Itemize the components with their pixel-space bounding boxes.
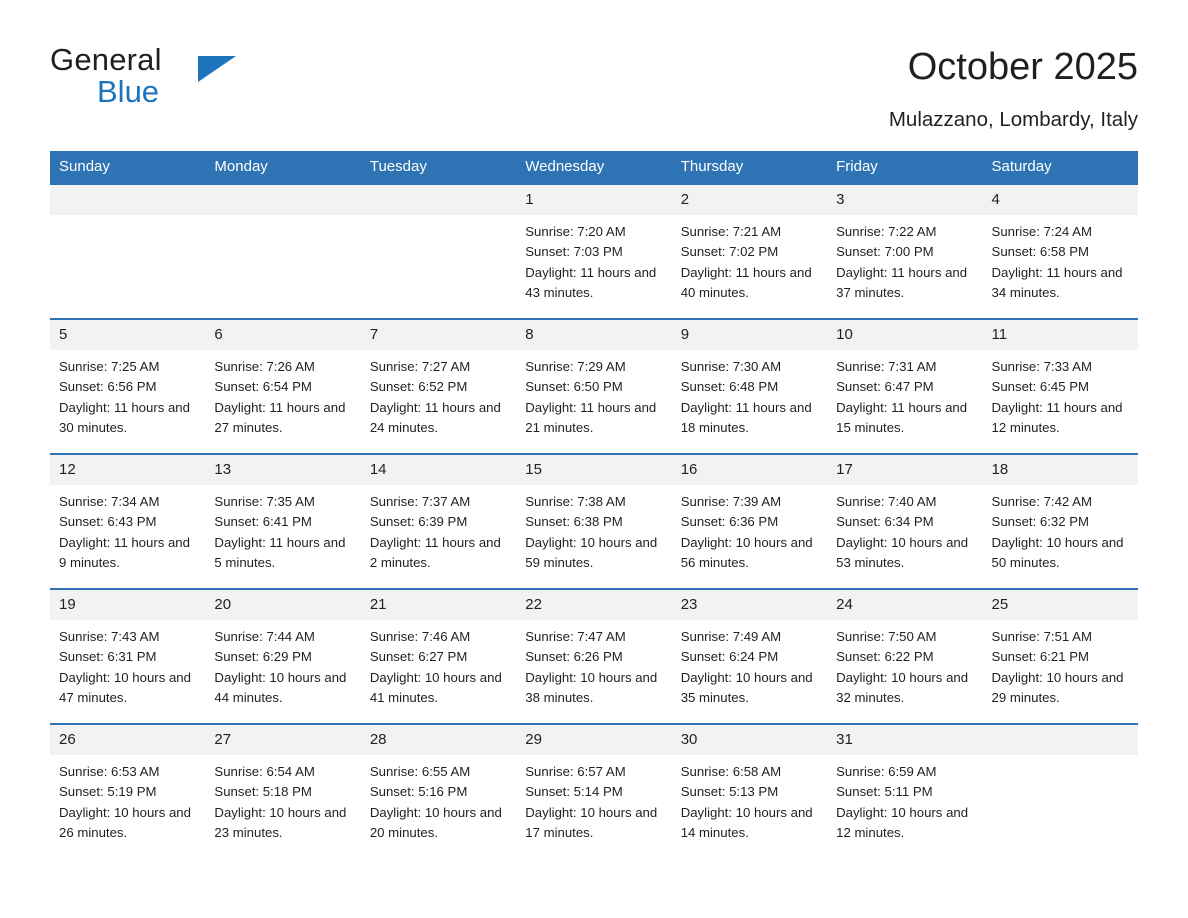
- daylight-text: Daylight: 10 hours and 29 minutes.: [991, 669, 1124, 705]
- sunrise-text: Sunrise: 6:55 AM: [369, 763, 471, 779]
- day-details: [672, 620, 827, 709]
- day-number: 1: [516, 185, 671, 215]
- day-details: [827, 620, 982, 709]
- calendar-day-cell[interactable]: [516, 184, 671, 319]
- calendar-day-cell[interactable]: [516, 589, 671, 724]
- calendar-day-cell[interactable]: [827, 319, 982, 454]
- calendar-day-cell[interactable]: [983, 724, 1138, 859]
- day-number: 6: [205, 320, 360, 350]
- day-number: 23: [672, 590, 827, 620]
- calendar-day-cell[interactable]: [50, 184, 205, 319]
- sunrise-text: Sunrise: 7:47 AM: [525, 628, 626, 644]
- day-details: [50, 620, 205, 709]
- day-details: [827, 215, 982, 304]
- day-number: [50, 185, 205, 215]
- daylight-text: Daylight: 10 hours and 17 minutes.: [525, 804, 658, 840]
- sunset-text: Sunset: 6:48 PM: [680, 379, 779, 395]
- day-number: 16: [672, 455, 827, 485]
- day-details: [827, 485, 982, 574]
- sunrise-text: Sunrise: 7:30 AM: [680, 358, 782, 374]
- day-details: [516, 215, 671, 304]
- calendar-day-cell[interactable]: [50, 319, 205, 454]
- calendar-day-cell[interactable]: [827, 589, 982, 724]
- calendar-day-cell[interactable]: [205, 589, 360, 724]
- day-number: 28: [361, 725, 516, 755]
- daylight-text: Daylight: 11 hours and 43 minutes.: [525, 264, 657, 300]
- sunrise-text: Sunrise: 7:43 AM: [59, 628, 160, 644]
- sunset-text: Sunset: 5:18 PM: [214, 784, 312, 800]
- sunrise-text: Sunrise: 7:26 AM: [214, 358, 315, 374]
- day-details: [361, 215, 516, 222]
- day-details: [205, 755, 360, 844]
- calendar-day-cell[interactable]: [205, 724, 360, 859]
- calendar-day-cell[interactable]: [205, 454, 360, 589]
- triangle-flag-icon: [198, 56, 236, 82]
- day-number: [205, 185, 360, 215]
- sunset-text: Sunset: 6:21 PM: [991, 649, 1090, 665]
- day-details: [516, 620, 671, 709]
- calendar-day-cell[interactable]: [361, 319, 516, 454]
- day-details: [361, 620, 516, 709]
- day-number: 15: [516, 455, 671, 485]
- calendar-day-cell[interactable]: [361, 454, 516, 589]
- daylight-text: Daylight: 10 hours and 23 minutes.: [214, 804, 347, 840]
- sunset-text: Sunset: 6:31 PM: [59, 649, 157, 665]
- daylight-text: Daylight: 10 hours and 32 minutes.: [836, 669, 969, 705]
- daylight-text: Daylight: 11 hours and 40 minutes.: [680, 264, 812, 300]
- daylight-text: Daylight: 11 hours and 37 minutes.: [836, 264, 968, 300]
- day-number: [983, 725, 1138, 755]
- sunset-text: Sunset: 6:52 PM: [369, 379, 468, 395]
- daylight-text: Daylight: 11 hours and 18 minutes.: [680, 399, 812, 435]
- sunset-text: Sunset: 6:58 PM: [991, 244, 1090, 260]
- calendar-day-cell[interactable]: [361, 184, 516, 319]
- sunset-text: Sunset: 6:45 PM: [991, 379, 1090, 395]
- sunset-text: Sunset: 5:13 PM: [680, 784, 779, 800]
- location-subtitle: Mulazzano, Lombardy, Italy: [888, 107, 1138, 131]
- day-details: [50, 350, 205, 439]
- day-details: [827, 350, 982, 439]
- daylight-text: Daylight: 11 hours and 2 minutes.: [369, 534, 501, 570]
- weekday-header-row: [50, 151, 1138, 184]
- sunrise-sunset-calendar: [50, 151, 1138, 859]
- day-details: [983, 215, 1138, 304]
- calendar-day-cell[interactable]: [672, 589, 827, 724]
- calendar-day-cell[interactable]: [516, 319, 671, 454]
- calendar-day-cell[interactable]: [672, 454, 827, 589]
- day-number: 10: [827, 320, 982, 350]
- sunrise-text: Sunrise: 7:31 AM: [836, 358, 937, 374]
- daylight-text: Daylight: 10 hours and 38 minutes.: [525, 669, 658, 705]
- sunrise-text: Sunrise: 7:20 AM: [525, 223, 626, 239]
- day-number: 8: [516, 320, 671, 350]
- sunrise-text: Sunrise: 7:49 AM: [680, 628, 782, 644]
- calendar-week-row: [50, 184, 1138, 319]
- sunrise-text: Sunrise: 6:57 AM: [525, 763, 626, 779]
- day-number: 26: [50, 725, 205, 755]
- sunset-text: Sunset: 6:24 PM: [680, 649, 779, 665]
- day-number: 5: [50, 320, 205, 350]
- day-number: 21: [361, 590, 516, 620]
- sunrise-text: Sunrise: 7:29 AM: [525, 358, 626, 374]
- daylight-text: Daylight: 11 hours and 9 minutes.: [59, 534, 190, 570]
- day-number: 18: [983, 455, 1138, 485]
- day-details: [672, 485, 827, 574]
- calendar-day-cell[interactable]: [672, 724, 827, 859]
- logo-text-general: General: [50, 42, 162, 77]
- sunset-text: Sunset: 6:38 PM: [525, 514, 623, 530]
- day-details: [672, 350, 827, 439]
- weekday-header-tuesday: Tuesday: [361, 151, 516, 184]
- day-details: [516, 755, 671, 844]
- sunset-text: Sunset: 6:47 PM: [836, 379, 934, 395]
- day-number: 2: [672, 185, 827, 215]
- calendar-day-cell[interactable]: [50, 724, 205, 859]
- day-number: 20: [205, 590, 360, 620]
- sunrise-text: Sunrise: 7:51 AM: [991, 628, 1092, 644]
- day-number: 24: [827, 590, 982, 620]
- daylight-text: Daylight: 10 hours and 50 minutes.: [991, 534, 1124, 570]
- sunset-text: Sunset: 6:29 PM: [214, 649, 312, 665]
- day-number: 17: [827, 455, 982, 485]
- day-details: [983, 485, 1138, 574]
- sunset-text: Sunset: 6:22 PM: [836, 649, 934, 665]
- calendar-week-row: [50, 319, 1138, 454]
- daylight-text: Daylight: 11 hours and 15 minutes.: [836, 399, 968, 435]
- sunrise-text: Sunrise: 7:25 AM: [59, 358, 160, 374]
- day-number: 29: [516, 725, 671, 755]
- calendar-day-cell[interactable]: [672, 184, 827, 319]
- sunset-text: Sunset: 6:32 PM: [991, 514, 1090, 530]
- day-details: [205, 215, 360, 222]
- sunset-text: Sunset: 5:16 PM: [369, 784, 468, 800]
- day-details: [516, 350, 671, 439]
- sunrise-text: Sunrise: 7:37 AM: [369, 493, 471, 509]
- sunset-text: Sunset: 7:03 PM: [525, 244, 623, 260]
- calendar-day-cell[interactable]: [983, 454, 1138, 589]
- daylight-text: Daylight: 10 hours and 35 minutes.: [680, 669, 813, 705]
- day-details: [50, 485, 205, 574]
- sunrise-text: Sunrise: 7:21 AM: [680, 223, 782, 239]
- day-details: [672, 755, 827, 844]
- calendar-day-cell[interactable]: [50, 454, 205, 589]
- sunset-text: Sunset: 6:34 PM: [836, 514, 934, 530]
- day-number: 19: [50, 590, 205, 620]
- day-number: 11: [983, 320, 1138, 350]
- calendar-day-cell[interactable]: [983, 319, 1138, 454]
- daylight-text: Daylight: 10 hours and 44 minutes.: [214, 669, 347, 705]
- daylight-text: Daylight: 10 hours and 12 minutes.: [836, 804, 969, 840]
- sunrise-text: Sunrise: 7:44 AM: [214, 628, 315, 644]
- day-number: 25: [983, 590, 1138, 620]
- sunset-text: Sunset: 6:27 PM: [369, 649, 468, 665]
- day-number: 31: [827, 725, 982, 755]
- weekday-header-friday: Friday: [827, 151, 982, 184]
- day-details: [516, 485, 671, 574]
- daylight-text: Daylight: 11 hours and 5 minutes.: [214, 534, 346, 570]
- day-number: 7: [361, 320, 516, 350]
- sunset-text: Sunset: 6:56 PM: [59, 379, 157, 395]
- sunset-text: Sunset: 6:26 PM: [525, 649, 623, 665]
- calendar-day-cell[interactable]: [827, 454, 982, 589]
- weekday-header-monday: Monday: [205, 151, 360, 184]
- calendar-week-row: [50, 589, 1138, 724]
- calendar-day-cell[interactable]: [983, 589, 1138, 724]
- calendar-day-cell[interactable]: [672, 319, 827, 454]
- calendar-day-cell[interactable]: [50, 589, 205, 724]
- weekday-header-thursday: Thursday: [672, 151, 827, 184]
- calendar-day-cell[interactable]: [361, 589, 516, 724]
- calendar-week-row: [50, 724, 1138, 859]
- sunrise-text: Sunrise: 6:58 AM: [680, 763, 782, 779]
- sunset-text: Sunset: 6:41 PM: [214, 514, 312, 530]
- sunrise-text: Sunrise: 6:54 AM: [214, 763, 315, 779]
- day-details: [361, 485, 516, 574]
- weekday-header-sunday: Sunday: [50, 151, 205, 184]
- day-details: [983, 350, 1138, 439]
- daylight-text: Daylight: 11 hours and 24 minutes.: [369, 399, 501, 435]
- day-details: [205, 350, 360, 439]
- daylight-text: Daylight: 11 hours and 12 minutes.: [991, 399, 1123, 435]
- sunset-text: Sunset: 6:50 PM: [525, 379, 623, 395]
- sunrise-text: Sunrise: 6:59 AM: [836, 763, 937, 779]
- day-details: [50, 215, 205, 222]
- day-number: 30: [672, 725, 827, 755]
- day-number: 3: [827, 185, 982, 215]
- calendar-day-cell[interactable]: [205, 319, 360, 454]
- day-number: 13: [205, 455, 360, 485]
- day-details: [205, 620, 360, 709]
- title-block: [889, 44, 1138, 132]
- day-number: 12: [50, 455, 205, 485]
- sunset-text: Sunset: 6:36 PM: [680, 514, 779, 530]
- day-details: [361, 350, 516, 439]
- sunrise-text: Sunrise: 7:46 AM: [369, 628, 471, 644]
- general-blue-logo: [50, 44, 250, 114]
- daylight-text: Daylight: 10 hours and 47 minutes.: [59, 669, 191, 705]
- weekday-header-wednesday: Wednesday: [516, 151, 671, 184]
- sunrise-text: Sunrise: 7:22 AM: [836, 223, 937, 239]
- daylight-text: Daylight: 10 hours and 59 minutes.: [525, 534, 658, 570]
- sunset-text: Sunset: 5:11 PM: [836, 784, 933, 800]
- calendar-day-cell[interactable]: [983, 184, 1138, 319]
- calendar-day-cell[interactable]: [516, 724, 671, 859]
- day-details: [50, 755, 205, 844]
- sunset-text: Sunset: 6:43 PM: [59, 514, 157, 530]
- daylight-text: Daylight: 10 hours and 41 minutes.: [369, 669, 502, 705]
- sunset-text: Sunset: 5:19 PM: [59, 784, 157, 800]
- day-number: 22: [516, 590, 671, 620]
- logo-text-blue: Blue: [97, 74, 160, 109]
- calendar-week-row: [50, 454, 1138, 589]
- day-number: 4: [983, 185, 1138, 215]
- sunrise-text: Sunrise: 7:38 AM: [525, 493, 626, 509]
- daylight-text: Daylight: 11 hours and 21 minutes.: [525, 399, 657, 435]
- sunset-text: Sunset: 7:02 PM: [680, 244, 779, 260]
- sunrise-text: Sunrise: 7:50 AM: [836, 628, 937, 644]
- daylight-text: Daylight: 10 hours and 14 minutes.: [680, 804, 813, 840]
- page-header: [50, 0, 1138, 132]
- page-title: October 2025: [907, 46, 1138, 88]
- sunrise-text: Sunrise: 7:39 AM: [680, 493, 782, 509]
- day-number: 9: [672, 320, 827, 350]
- sunset-text: Sunset: 5:14 PM: [525, 784, 623, 800]
- sunrise-text: Sunrise: 7:42 AM: [991, 493, 1092, 509]
- calendar-day-cell[interactable]: [827, 724, 982, 859]
- day-details: [827, 755, 982, 844]
- daylight-text: Daylight: 11 hours and 30 minutes.: [59, 399, 190, 435]
- sunrise-text: Sunrise: 6:53 AM: [59, 763, 160, 779]
- day-details: [983, 620, 1138, 709]
- sunrise-text: Sunrise: 7:24 AM: [991, 223, 1092, 239]
- day-details: [672, 215, 827, 304]
- sunset-text: Sunset: 7:00 PM: [836, 244, 934, 260]
- sunset-text: Sunset: 6:54 PM: [214, 379, 312, 395]
- sunrise-text: Sunrise: 7:33 AM: [991, 358, 1092, 374]
- daylight-text: Daylight: 11 hours and 34 minutes.: [991, 264, 1123, 300]
- weekday-header-saturday: Saturday: [983, 151, 1138, 184]
- day-details: [361, 755, 516, 844]
- sunset-text: Sunset: 6:39 PM: [369, 514, 468, 530]
- calendar-day-cell[interactable]: [516, 454, 671, 589]
- day-details: [205, 485, 360, 574]
- calendar-day-cell[interactable]: [361, 724, 516, 859]
- calendar-day-cell[interactable]: [827, 184, 982, 319]
- daylight-text: Daylight: 10 hours and 56 minutes.: [680, 534, 813, 570]
- sunrise-text: Sunrise: 7:40 AM: [836, 493, 937, 509]
- sunrise-text: Sunrise: 7:27 AM: [369, 358, 471, 374]
- day-number: [361, 185, 516, 215]
- sunrise-text: Sunrise: 7:34 AM: [59, 493, 160, 509]
- sunrise-text: Sunrise: 7:35 AM: [214, 493, 315, 509]
- daylight-text: Daylight: 10 hours and 26 minutes.: [59, 804, 191, 840]
- daylight-text: Daylight: 11 hours and 27 minutes.: [214, 399, 346, 435]
- daylight-text: Daylight: 10 hours and 53 minutes.: [836, 534, 969, 570]
- day-number: 27: [205, 725, 360, 755]
- day-details: [983, 755, 1138, 762]
- daylight-text: Daylight: 10 hours and 20 minutes.: [369, 804, 502, 840]
- day-number: 14: [361, 455, 516, 485]
- calendar-day-cell[interactable]: [205, 184, 360, 319]
